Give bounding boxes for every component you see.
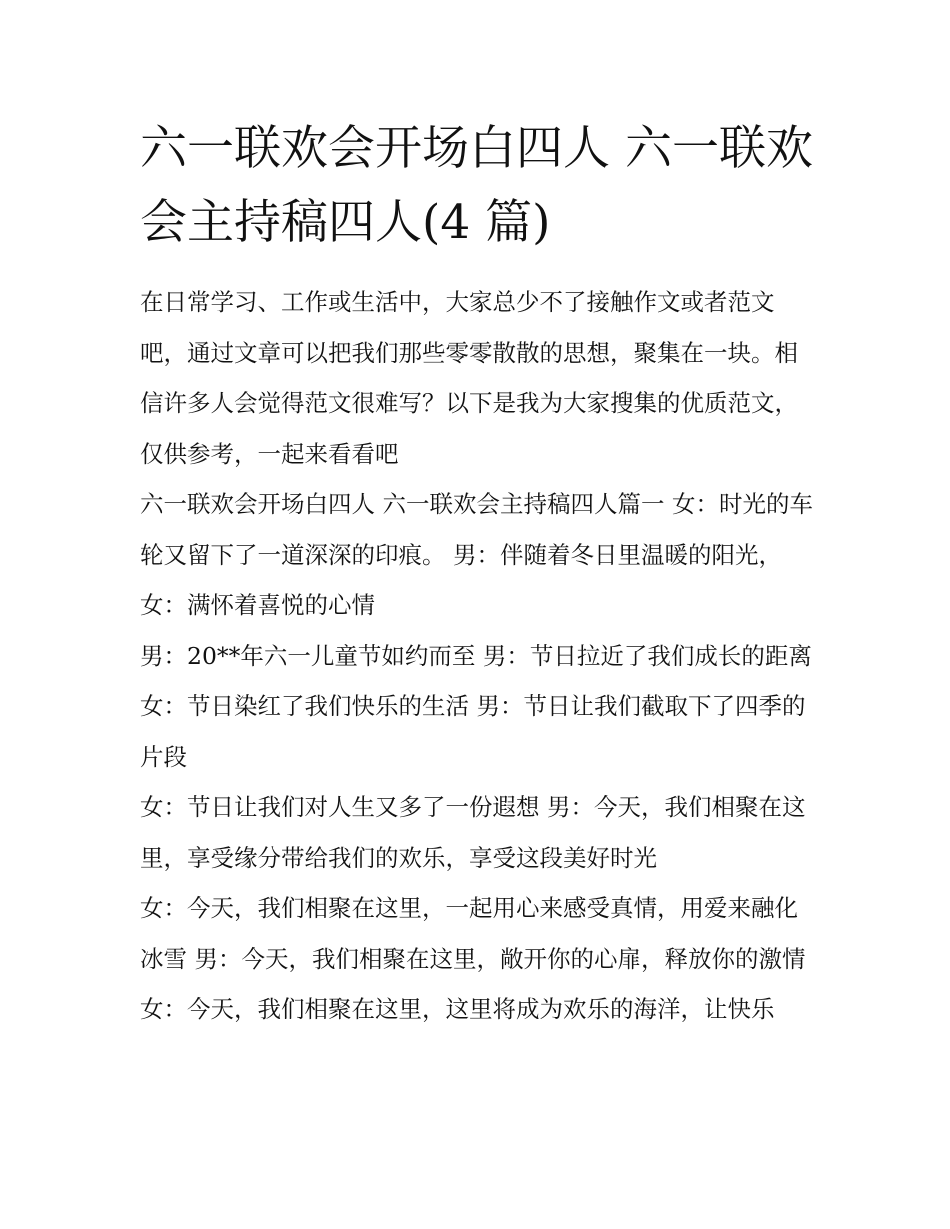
document-body (140, 277, 816, 1035)
intro-paragraph: 在日常学习、工作或生活中，大家总少不了接触作文或者范文吧，通过文章可以把我们那些零零散散的思想，聚集在一块。相信许多人会觉得范文很难写？以下是我为大家搜集的优质范文，仅供参考，一起来看看吧 (140, 288, 798, 468)
body-paragraph: 男：20**年六一儿童节如约而至 男：节日拉近了我们成长的距离 女：节日染红了我们快乐的生活 男：节日让我们截取下了四季的片段 (140, 641, 812, 771)
body-paragraph: 女：节日让我们对人生又多了一份遐想 男：今天，我们相聚在这里，享受缘分带给我们的欢乐，享受这段美好时光 (140, 793, 806, 872)
body-paragraph: 女：今天，我们相聚在这里，这里将成为欢乐的海洋，让快乐 (140, 995, 775, 1023)
body-paragraph: 六一联欢会开场白四人 六一联欢会主持稿四人篇一 女：时光的车轮又留下了一道深深的印痕。 男：伴随着冬日里温暖的阳光， 女：满怀着喜悦的心情 (140, 490, 813, 619)
body-paragraph: 女：今天，我们相聚在这里，一起用心来感受真情，用爱来融化冰雪 男：今天，我们相聚在这里，敞开你的心扉，释放你的激情 (140, 894, 806, 973)
document-title: 六一联欢会开场白四人 六一联欢会主持稿四人(4 篇) (140, 121, 813, 250)
